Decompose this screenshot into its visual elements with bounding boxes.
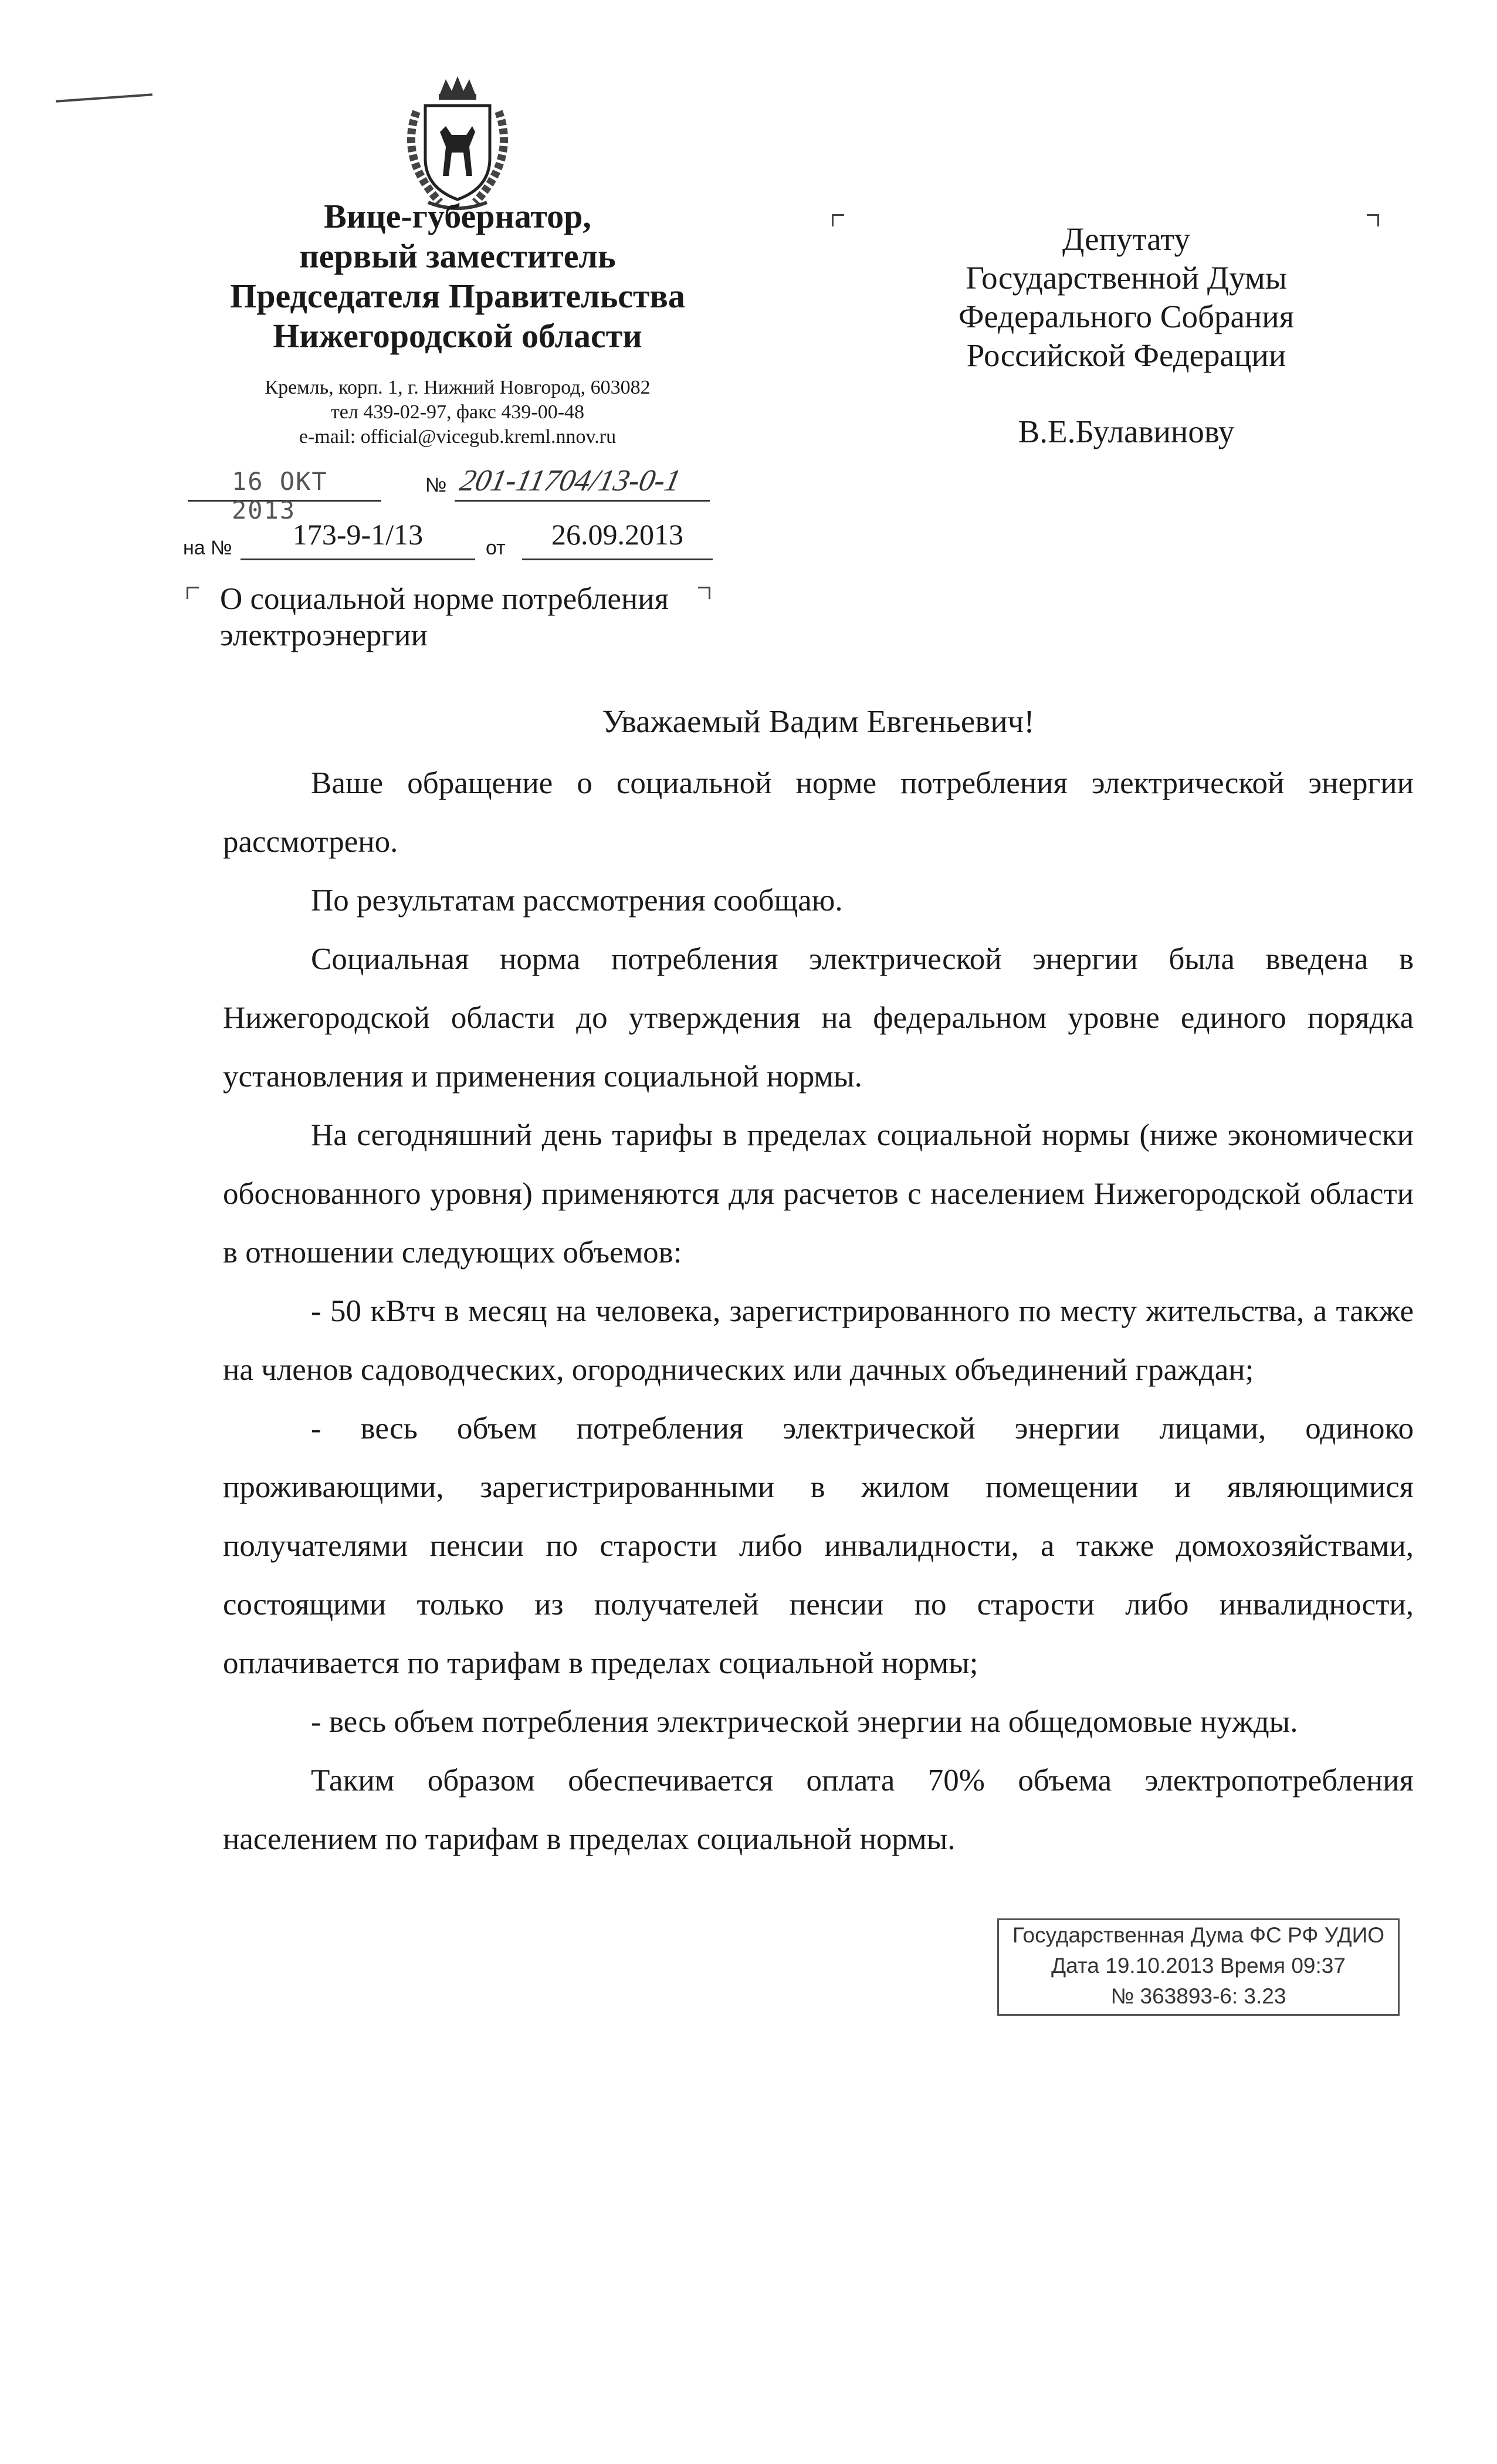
paragraph: Ваше обращение о социальной норме потребления электрической энергии рассмотрено. <box>223 766 1414 859</box>
paragraph: Социальная норма потребления электрической энергии была введена в Нижегородской области до утверждения на федеральном уровне единого порядка установления и применения социальной нормы. <box>223 942 1414 1094</box>
recipient <box>903 220 1349 451</box>
outgoing-date-stamp: 16 ОКТ 2013 <box>232 467 328 524</box>
reference-number: 173-9-1/13 <box>292 518 424 551</box>
recipient-corner-right <box>1367 214 1379 226</box>
outgoing-number-label: № <box>425 474 447 496</box>
paragraph: - 50 кВтч в месяц на человека, зарегистрированного по месту жительства, а также на членов садоводческих, огороднических или дачных объединений граждан; <box>223 1294 1414 1387</box>
paragraph: По результатам рассмотрения сообщаю. <box>311 884 843 918</box>
receipt-stamp-line: Государственная Дума ФС РФ УДИО <box>1012 1923 1384 1947</box>
recipient-corner-left <box>832 214 844 226</box>
recipient-name: В.Е.Булавинову <box>1018 414 1235 449</box>
reference-number-label: на № <box>183 537 232 559</box>
subject-line: электроэнергии <box>220 618 428 652</box>
recipient-line: Государственной Думы <box>966 260 1287 296</box>
receipt-stamp-line: № 363893-6: 3.23 <box>1110 1984 1286 2008</box>
reference-number-field <box>241 516 475 560</box>
coat-of-arms-emblem <box>387 70 528 217</box>
subject <box>220 581 748 654</box>
paragraph: - весь объем потребления электрической энергии на общедомовые нужды. <box>311 1705 1298 1739</box>
subject-corner-left <box>187 587 199 599</box>
recipient-line: Депутату <box>1062 221 1191 257</box>
sender-contacts <box>164 375 751 449</box>
sender-title <box>164 197 751 356</box>
sender-title-line: Председателя Правительства <box>230 277 685 315</box>
sender-email: e-mail: official@vicegub.kreml.nnov.ru <box>299 426 617 448</box>
scan-mark <box>56 93 153 103</box>
paragraph: На сегодняшний день тарифы в пределах социальной нормы (ниже экономически обоснованного уровня) применяются для расчетов с населением Нижегородской области в отношении следующих объемов: <box>223 1118 1414 1270</box>
paragraph: - весь объем потребления электрической энергии лицами, одиноко проживающими, зарегистрированными в жилом помещении и являющимися получателями пенсии по старости либо инвалидности, а также домохозяйствами, состоящими только из получателей пенсии по старости либо инвалидности, оплачивается по тарифам в пределах социальной нормы; <box>223 1412 1414 1680</box>
outgoing-number-field <box>455 463 710 502</box>
recipient-line: Федерального Собрания <box>958 299 1295 334</box>
paragraph: Таким образом обеспечивается оплата 70% объема электропотребления населением по тарифам в пределах социальной нормы. <box>223 1764 1414 1856</box>
salutation: Уважаемый Вадим Евгеньевич! <box>602 703 1035 739</box>
reference-date: 26.09.2013 <box>551 518 683 551</box>
letter-body <box>223 754 1414 1869</box>
receipt-stamp-line: Дата 19.10.2013 Время 09:37 <box>1051 1954 1346 1978</box>
sender-title-line: первый заместитель <box>299 237 616 275</box>
reference-date-label: от <box>486 537 506 559</box>
sender-phone: тел 439-02-97, факс 439-00-48 <box>330 401 585 423</box>
sender-address: Кремль, корп. 1, г. Нижний Новгород, 603082 <box>265 377 651 398</box>
outgoing-date-field <box>188 463 381 524</box>
recipient-line: Российской Федерации <box>966 337 1286 373</box>
outgoing-number-handwritten: 201-11704/13-0-1 <box>456 464 684 497</box>
receipt-stamp <box>997 1918 1400 2016</box>
sender-title-line: Нижегородской области <box>273 317 642 355</box>
reference-date-field <box>522 516 713 560</box>
sender-title-line: Вице-губернатор, <box>324 197 591 235</box>
subject-line: О социальной норме потребления <box>220 582 669 616</box>
